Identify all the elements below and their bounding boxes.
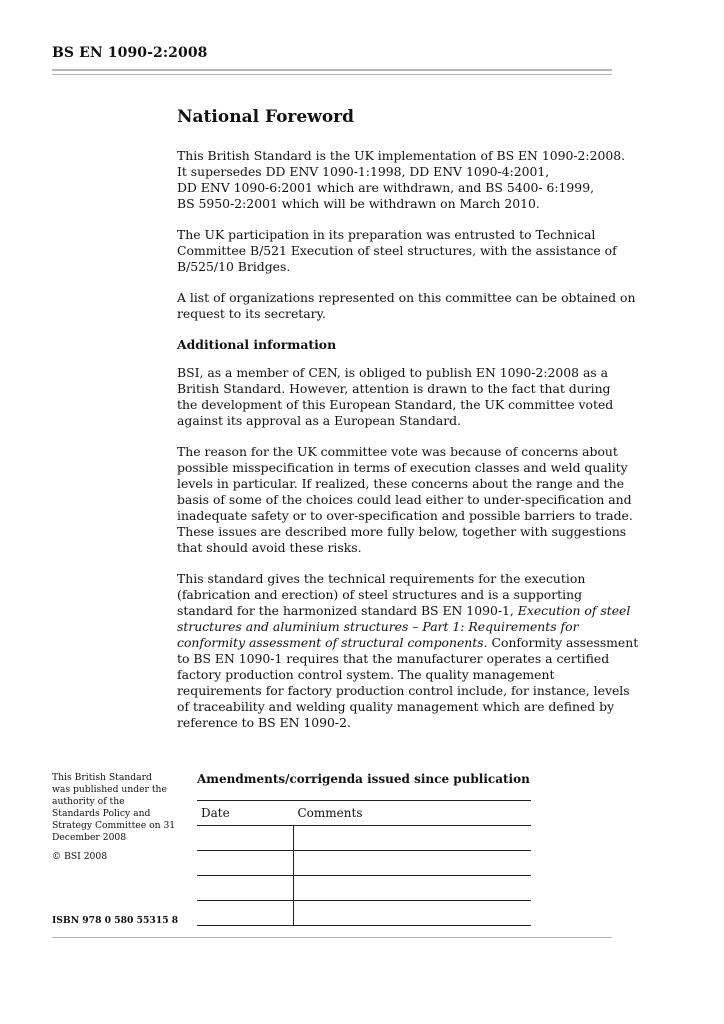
comments-column-header: Comments (294, 801, 532, 826)
sidebar-line: Standards Policy and (52, 808, 151, 819)
isbn: ISBN 978 0 580 55315 8 (52, 915, 179, 926)
text-line: requirements for factory production control include, for instance, levels (177, 683, 630, 698)
sidebar-line: Strategy Committee on 31 (52, 820, 176, 831)
text-line: (fabrication and erection) of steel structures and is a supporting (177, 587, 583, 602)
amendments-heading: Amendments/corrigenda issued since publication (197, 772, 530, 786)
sidebar-line: This British Standard (52, 772, 152, 783)
text-line: of traceability and welding quality management which are defined by (177, 699, 615, 714)
page-title: National Foreword (177, 107, 355, 127)
text-line: basis of some of the choices could lead either to under-specification and (177, 492, 632, 507)
standard-id: BS EN 1090-2:2008 (52, 45, 208, 61)
date-cell (197, 876, 294, 901)
table-row (197, 826, 531, 851)
text-line (177, 635, 637, 651)
table-row (197, 901, 531, 926)
text-line: A list of organizations represented on this committee can be obtained on (177, 290, 636, 305)
text-line: DD ENV 1090-6:2001 which are withdrawn, and BS 5400- 6:1999, (177, 180, 595, 195)
text-line: British Standard. However, attention is drawn to the fact that during (177, 381, 611, 396)
copyright-notice: © BSI 2008 (52, 851, 108, 862)
date-column-header: Date (197, 801, 294, 826)
table-header-row (197, 801, 531, 826)
publication-authority (52, 772, 177, 844)
date-cell (197, 901, 294, 926)
paragraph-participation (177, 227, 637, 275)
footer-rule (52, 937, 612, 938)
paragraph-implementation (177, 148, 637, 212)
comments-cell (294, 826, 532, 851)
section-heading: Additional information (177, 337, 337, 352)
text-line: The UK participation in its preparation was entrusted to Technical (177, 227, 596, 242)
text-line: These issues are described more fully below, together with suggestions (177, 524, 627, 539)
text-line: request to its secretary. (177, 306, 326, 321)
text-line: levels in particular. If realized, these concerns about the range and the (177, 476, 625, 491)
header-rule (52, 69, 612, 71)
text-line: against its approval as a European Standard. (177, 413, 462, 428)
sidebar-line: was published under the (52, 784, 167, 795)
paragraph-technical-requirements (177, 571, 637, 731)
text-line: inadequate safety or to over-specification and possible barriers to trade. (177, 508, 633, 523)
sidebar-line: December 2008 (52, 832, 127, 843)
italic-title-run: structures and aluminium structures – Part 1: Requirements for (177, 619, 579, 634)
text-line (177, 619, 637, 635)
paragraph-organizations (177, 290, 637, 322)
text-line: It supersedes DD ENV 1090-1:1998, DD ENV 1090-4:2001, (177, 164, 550, 179)
text-line: Committee B/521 Execution of steel structures, with the assistance of (177, 243, 617, 258)
text-line: BSI, as a member of CEN, is obliged to publish EN 1090-2:2008 as a (177, 365, 609, 380)
text-run: standard for the harmonized standard BS EN 1090-1, (177, 603, 518, 618)
text-line (177, 603, 637, 619)
text-run: . Conformity assessment (483, 635, 639, 650)
paragraph-vote-reason (177, 444, 637, 556)
paragraph-bsi-obligation (177, 365, 637, 429)
text-line: The reason for the UK committee vote was because of concerns about (177, 444, 618, 459)
date-cell (197, 851, 294, 876)
date-cell (197, 826, 294, 851)
comments-cell (294, 876, 532, 901)
italic-title-run: conformity assessment of structural components (177, 635, 484, 650)
text-line: to BS EN 1090-1 requires that the manufacturer operates a certified (177, 651, 610, 666)
text-line: BS 5950-2:2001 which will be withdrawn on March 2010. (177, 196, 540, 211)
text-line: This British Standard is the UK implementation of BS EN 1090-2:2008. (177, 148, 626, 163)
national-foreword (177, 106, 637, 746)
table-row (197, 876, 531, 901)
table-row (197, 851, 531, 876)
text-line: factory production control system. The quality management (177, 667, 555, 682)
text-line: reference to BS EN 1090-2. (177, 715, 351, 730)
text-line: the development of this European Standard, the UK committee voted (177, 397, 614, 412)
amendments-table (197, 800, 531, 926)
italic-title-run: Execution of steel (517, 603, 631, 618)
sidebar-line: authority of the (52, 796, 125, 807)
text-line: B/525/10 Bridges. (177, 259, 291, 274)
text-line: that should avoid these risks. (177, 540, 362, 555)
text-line: This standard gives the technical requirements for the execution (177, 571, 586, 586)
text-line: possible misspecification in terms of execution classes and weld quality (177, 460, 628, 475)
comments-cell (294, 851, 532, 876)
header-rule-thin (52, 74, 612, 75)
comments-cell (294, 901, 532, 926)
